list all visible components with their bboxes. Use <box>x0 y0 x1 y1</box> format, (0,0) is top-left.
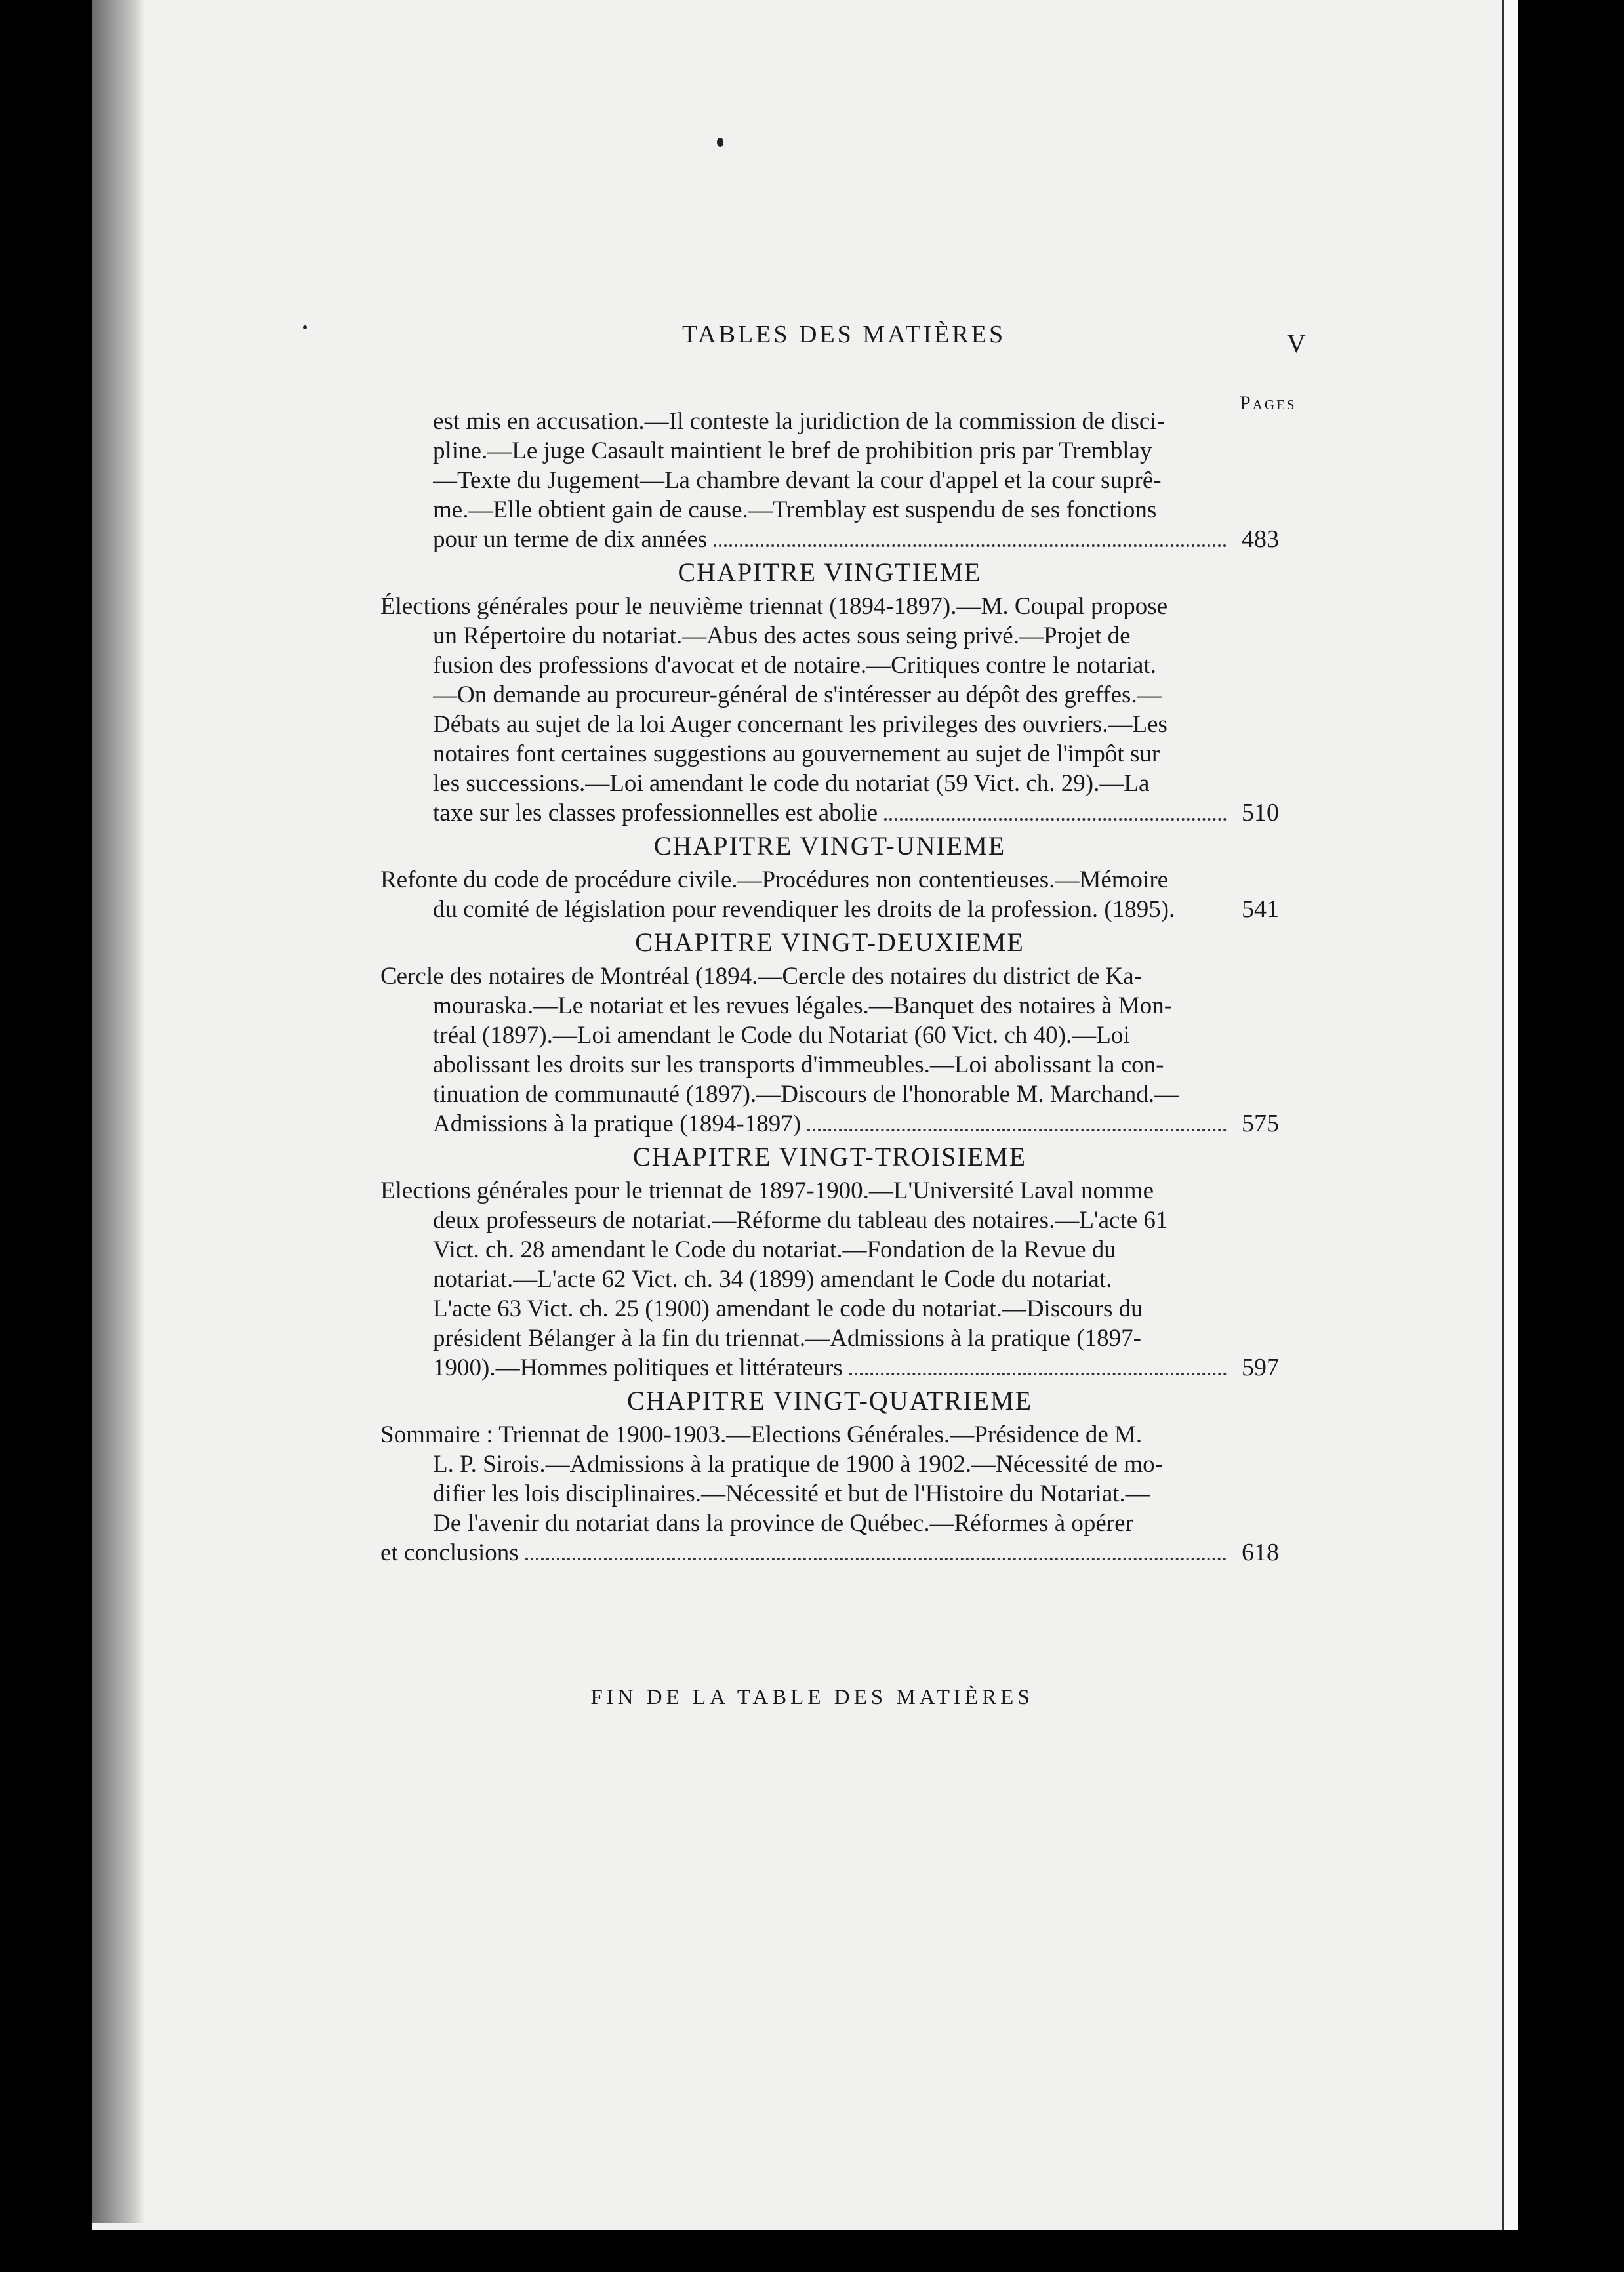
toc-entry-last-line <box>380 1538 1279 1568</box>
toc-entry <box>380 592 1279 828</box>
toc-line: tréal (1897).—Loi amendant le Code du Notariat (60 Vict. ch 40).—Loi <box>433 1022 1130 1049</box>
toc-entry <box>380 1420 1279 1568</box>
page-number: 541 <box>1242 895 1279 923</box>
toc-line: Vict. ch. 28 amendant le Code du notariat.—Fondation de la Revue du <box>433 1236 1116 1263</box>
leader-dots <box>714 544 1227 547</box>
toc-line: deux professeurs de notariat.—Réforme du tableau des notaires.—L'acte 61 <box>433 1207 1168 1234</box>
toc-line: De l'avenir du notariat dans la province de Québec.—Réformes à opérer <box>433 1510 1133 1537</box>
toc-line: me.—Elle obtient gain de cause.—Tremblay est suspendu de ses fonctions <box>433 497 1157 523</box>
toc-entry <box>380 407 1279 554</box>
toc-line: Élections générales pour le neuvième triennat (1894-1897).—M. Coupal propose <box>380 593 1168 620</box>
toc-line: 1900).—Hommes politiques et littérateurs <box>433 1354 843 1381</box>
page-folio: V <box>1287 329 1306 358</box>
ink-speck <box>717 138 723 147</box>
toc-line: les successions.—Loi amendant le code du notariat (59 Vict. ch. 29).—La <box>433 770 1150 797</box>
toc-line: mouraska.—Le notariat et les revues légales.—Banquet des notaires à Mon- <box>433 992 1173 1019</box>
leader-dots <box>849 1373 1227 1375</box>
toc-line: Refonte du code de procédure civile.—Procédures non contentieuses.—Mémoire <box>380 866 1169 893</box>
chapter-heading: CHAPITRE VINGTIEME <box>678 558 982 587</box>
pages-column-label: Pages <box>1240 392 1297 414</box>
toc-line: tinuation de communauté (1897).—Discours de l'honorable M. Marchand.— <box>433 1081 1179 1108</box>
toc-line: du comité de législation pour revendiquer les droits de la profession. (1895). <box>433 896 1175 923</box>
toc-line: notaires font certaines suggestions au gouvernement au sujet de l'impôt sur <box>433 740 1160 767</box>
toc-entry-last-line <box>433 895 1279 924</box>
chapter-heading: CHAPITRE VINGT-UNIEME <box>653 831 1006 861</box>
ink-speck <box>303 325 307 329</box>
toc-entry-last-line <box>433 1109 1279 1139</box>
page-number: 483 <box>1242 525 1279 553</box>
toc-line: pour un terme de dix années <box>433 526 708 553</box>
toc-line: difier les lois disciplinaires.—Nécessité et but de l'Histoire du Notariat.— <box>433 1480 1150 1507</box>
toc-line: président Bélanger à la fin du triennat.—Admissions à la pratique (1897- <box>433 1325 1141 1352</box>
toc-line: pline.—Le juge Casault maintient le bref de prohibition pris par Tremblay <box>433 437 1152 464</box>
chapter-heading: CHAPITRE VINGT-TROISIEME <box>632 1142 1027 1171</box>
toc-line: —On demande au procureur-général de s'intéresser au dépôt des greffes.— <box>433 681 1162 708</box>
toc-line: et conclusions <box>380 1539 519 1566</box>
page-binding-shadow <box>92 0 144 2223</box>
toc-entry-last-line <box>433 798 1279 828</box>
toc-entry-last-line <box>433 525 1279 554</box>
page-number: 618 <box>1242 1539 1279 1566</box>
toc-entry <box>380 962 1279 1139</box>
toc-line: Sommaire : Triennat de 1900-1903.—Elections Générales.—Présidence de M. <box>380 1421 1143 1448</box>
toc-entry <box>380 865 1279 924</box>
table-of-contents <box>380 407 1279 1568</box>
toc-line: taxe sur les classes professionnelles est abolie <box>433 800 878 826</box>
leader-dots <box>807 1129 1227 1131</box>
end-of-table-note: FIN DE LA TABLE DES MATIÈRES <box>590 1686 1034 1709</box>
chapter-heading: CHAPITRE VINGT-DEUXIEME <box>635 927 1025 957</box>
page-number: 510 <box>1242 799 1279 826</box>
leader-dots <box>884 818 1227 821</box>
toc-line: notariat.—L'acte 62 Vict. ch. 34 (1899) amendant le Code du notariat. <box>433 1266 1112 1293</box>
toc-line: fusion des professions d'avocat et de notaire.—Critiques contre le notariat. <box>433 652 1156 679</box>
toc-line: —Texte du Jugement—La chambre devant la cour d'appel et la cour suprê- <box>433 467 1162 494</box>
running-title: TABLES DES MATIÈRES <box>682 321 1006 348</box>
page-right-edge <box>1502 0 1518 2230</box>
page-number: 575 <box>1242 1110 1279 1137</box>
toc-line: Cercle des notaires de Montréal (1894.—Cercle des notaires du district de Ka- <box>380 963 1143 990</box>
toc-line: abolissant les droits sur les transports d'immeubles.—Loi abolissant la con- <box>433 1051 1164 1078</box>
page-number: 597 <box>1242 1354 1279 1381</box>
toc-entry <box>380 1176 1279 1383</box>
leader-dots <box>525 1558 1227 1560</box>
toc-line: Elections générales pour le triennat de 1897-1900.—L'Université Laval nomme <box>380 1177 1154 1204</box>
toc-line: L. P. Sirois.—Admissions à la pratique de 1900 à 1902.—Nécessité de mo- <box>433 1451 1163 1478</box>
toc-line: Admissions à la pratique (1894-1897) <box>433 1110 802 1137</box>
toc-line: L'acte 63 Vict. ch. 25 (1900) amendant le code du notariat.—Discours du <box>433 1295 1143 1322</box>
toc-entry-last-line <box>433 1353 1279 1383</box>
toc-line: est mis en accusation.—Il conteste la juridiction de la commission de disci- <box>433 408 1165 435</box>
toc-line: Débats au sujet de la loi Auger concernant les privileges des ouvriers.—Les <box>433 711 1167 738</box>
toc-line: un Répertoire du notariat.—Abus des actes sous seing privé.—Projet de <box>433 622 1131 649</box>
chapter-heading: CHAPITRE VINGT-QUATRIEME <box>627 1386 1032 1415</box>
